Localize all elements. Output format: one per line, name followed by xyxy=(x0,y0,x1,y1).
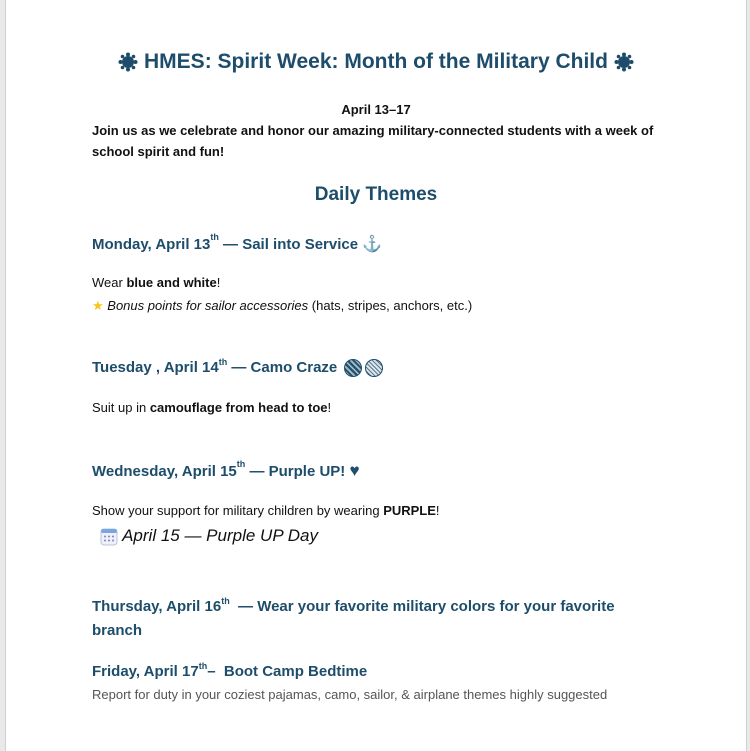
section-title: Daily Themes xyxy=(314,184,438,205)
italic-text: Bonus points for sailor accessories xyxy=(107,298,309,313)
date-range: April 13–17 xyxy=(341,102,411,117)
monday-heading xyxy=(92,234,382,254)
ordinal: th xyxy=(210,232,219,242)
ordinal: th xyxy=(236,459,246,469)
tuesday-heading xyxy=(92,359,383,377)
text: ! xyxy=(435,503,440,518)
monday-description xyxy=(92,275,220,290)
friday-heading xyxy=(92,663,367,680)
monday-bonus xyxy=(92,298,472,314)
text: Wear xyxy=(92,275,127,290)
theme-label: — Purple UP! xyxy=(245,463,346,480)
theme-label: — Sail into Service xyxy=(218,236,359,253)
anchor-icon: ⚓ xyxy=(362,236,383,253)
document-page xyxy=(5,0,747,751)
camo-circle-icon xyxy=(365,359,383,377)
text: ! xyxy=(216,275,221,290)
bold-text: PURPLE xyxy=(383,503,436,518)
star-icon: ★ xyxy=(92,298,104,313)
bold-text: camouflage from head to toe xyxy=(149,400,328,415)
intro-line-2: school spirit and fun! xyxy=(92,144,225,159)
text: ! xyxy=(327,400,332,415)
ordinal: th xyxy=(218,357,228,367)
bold-text: blue and white xyxy=(126,275,217,290)
intro-line-1: Join us as we celebrate and honor our amazing military-connected students with a week of xyxy=(92,123,654,138)
text: (hats, stripes, anchors, etc.) xyxy=(308,298,473,313)
day-label: Thursday, April 16 xyxy=(92,598,222,615)
day-label: Monday, April 13 xyxy=(92,236,211,253)
theme-label: – Boot Camp Bedtime xyxy=(207,663,368,680)
thursday-heading-cont: branch xyxy=(92,622,143,639)
heart-icon: ♥ xyxy=(349,461,360,480)
ordinal: th xyxy=(221,596,230,606)
day-label: Wednesday, April 15 xyxy=(92,463,237,480)
burst-icon xyxy=(118,52,138,72)
wednesday-heading xyxy=(92,461,360,481)
document-title xyxy=(6,50,746,74)
tuesday-description xyxy=(92,400,331,415)
friday-description: Report for duty in your coziest pajamas, camo, sailor, & airplane themes highly suggested xyxy=(92,687,608,702)
text: Show your support for military children by wearing xyxy=(92,503,384,518)
camo-circle-icon xyxy=(344,359,362,377)
purple-up-event xyxy=(100,526,318,546)
text: Suit up in xyxy=(92,400,150,415)
day-label: Friday, April 17 xyxy=(92,663,199,680)
thursday-heading xyxy=(92,598,615,615)
day-label: Tuesday , April 14 xyxy=(92,359,219,376)
event-text: April 15 — Purple UP Day xyxy=(122,526,318,545)
ordinal: th xyxy=(198,661,208,671)
calendar-icon xyxy=(100,528,118,546)
wednesday-description xyxy=(92,503,440,518)
theme-label: — Camo Craze xyxy=(227,359,338,376)
theme-label: — Wear your favorite military colors for your favorite xyxy=(229,598,615,615)
title-text: HMES: Spirit Week: Month of the Military Child xyxy=(144,50,608,73)
burst-icon xyxy=(614,52,634,72)
